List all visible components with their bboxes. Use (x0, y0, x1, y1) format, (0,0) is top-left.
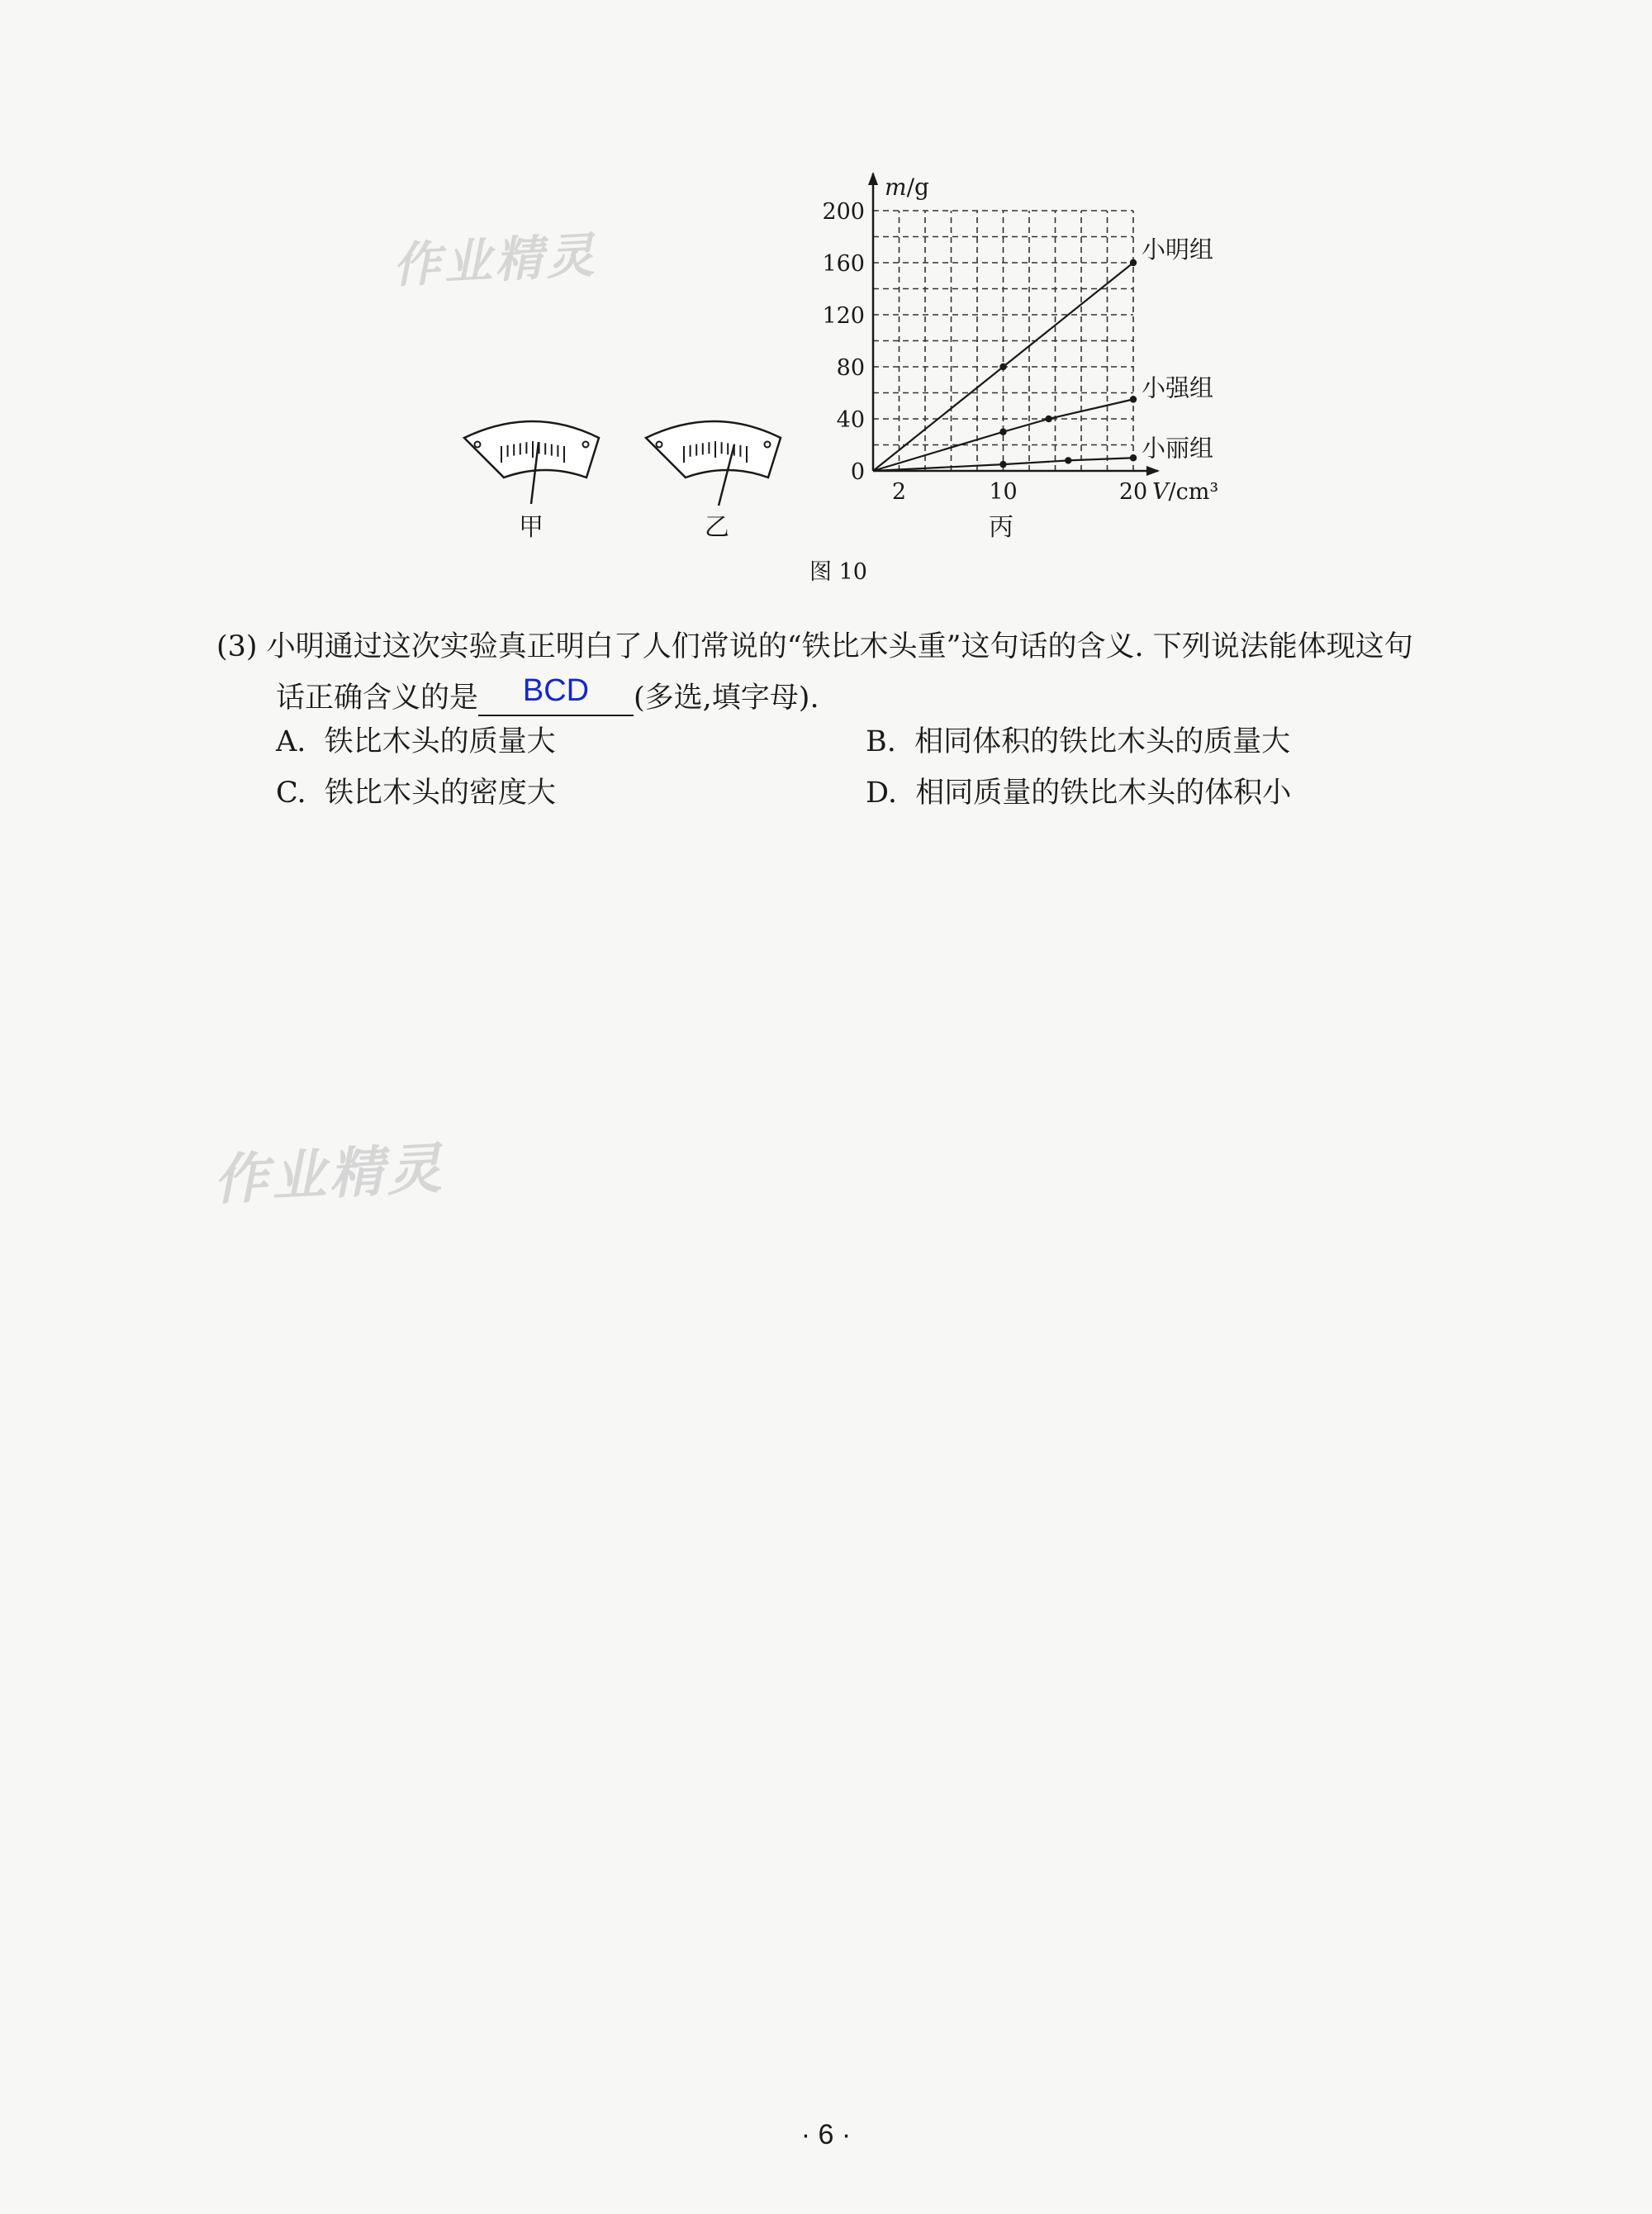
chart-sublabel: 丙 (989, 513, 1014, 542)
gauge-label: 乙 (705, 513, 729, 542)
data-point (1045, 416, 1051, 422)
question-hint: (多选,填字母). (634, 682, 819, 715)
answer-blank[interactable] (478, 673, 634, 716)
option-c: C. 铁比木头的密度大 (276, 777, 556, 810)
watermark: 作业精灵 (211, 1136, 447, 1213)
y-tick-label: 160 (822, 251, 865, 277)
series-label: 小丽组 (1142, 434, 1214, 463)
y-tick-label: 40 (836, 407, 865, 433)
gauge-yi (646, 421, 781, 542)
data-point (1130, 259, 1137, 266)
option-d: D. 相同质量的铁比木头的体积小 (866, 777, 1292, 810)
x-axis-label: V/cm³ (1152, 479, 1219, 505)
figure-caption: 图 10 (809, 559, 867, 585)
data-point (999, 429, 1006, 435)
y-axis-label: m/g (885, 173, 929, 201)
question-text: 话正确含义的是 (276, 682, 479, 715)
option-a: A. 铁比木头的质量大 (276, 725, 556, 758)
watermark: 作业精灵 (391, 226, 599, 294)
mass-volume-chart (822, 172, 1218, 505)
series-label: 小强组 (1142, 373, 1214, 402)
y-tick-label: 0 (850, 459, 865, 485)
x-axis-arrow (1146, 466, 1160, 476)
data-point (999, 363, 1006, 370)
option-b: B. 相同体积的铁比木头的质量大 (866, 725, 1291, 758)
y-tick-label: 80 (836, 355, 865, 381)
y-tick-label: 120 (822, 303, 865, 329)
question-text: 小明通过这次实验真正明白了人们常说的“铁比木头重”这句话的含义. 下列说法能体现这句 (266, 630, 1413, 663)
y-axis-arrow (868, 172, 878, 185)
gauge-label: 甲 (519, 513, 544, 542)
data-point (999, 461, 1006, 468)
y-tick-label: 200 (822, 199, 865, 225)
x-tick-label: 10 (989, 479, 1018, 505)
data-point (1065, 457, 1071, 463)
page-number: · 6 · (800, 2119, 852, 2150)
data-point (1130, 396, 1137, 402)
figure-10 (0, 0, 1652, 578)
x-tick-label: 2 (891, 479, 907, 505)
series-label: 小明组 (1142, 235, 1214, 264)
x-tick-label: 20 (1118, 479, 1148, 505)
data-point (1130, 454, 1137, 461)
gauge-jia (464, 421, 599, 542)
question-number: (3) (216, 630, 258, 663)
handwritten-answer: BCD (522, 673, 590, 708)
question-3 (216, 621, 1538, 724)
